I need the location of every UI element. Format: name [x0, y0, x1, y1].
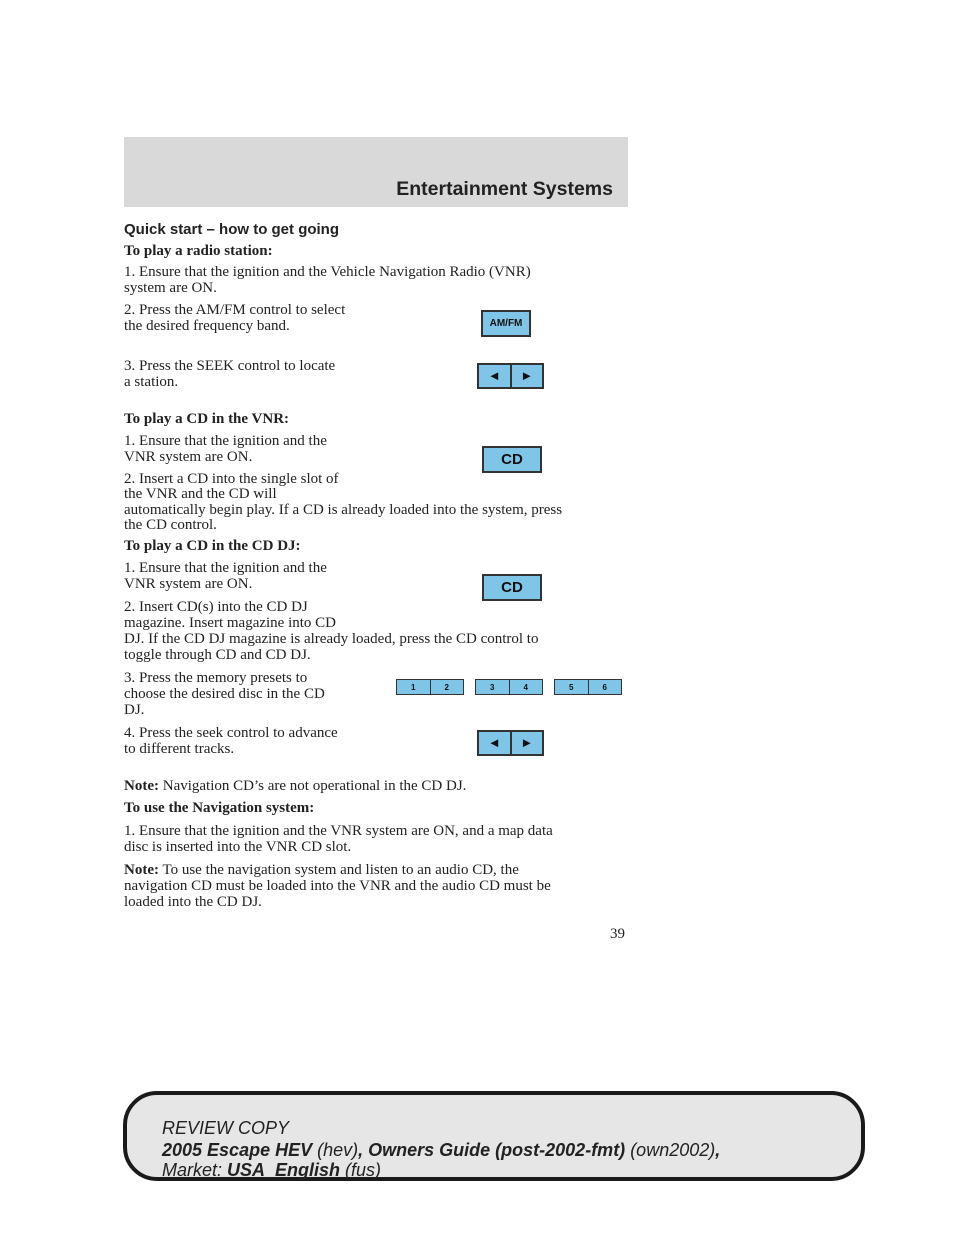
- navigation-step1: [124, 823, 553, 855]
- cd-vnr-step2-line: automatically begin play. If a CD is already loaded into the system, press: [124, 501, 563, 518]
- review-guide: Owners Guide (post-2002-fmt): [368, 1140, 626, 1160]
- cd-dj-step3-line: DJ.: [124, 702, 145, 718]
- cd-dj-step3: [124, 670, 325, 718]
- preset-button[interactable]: 4: [509, 680, 543, 694]
- cd-vnr-step2-line: the VNR and the CD will: [124, 486, 277, 503]
- seek-right-icon[interactable]: ►: [510, 365, 543, 387]
- cd-dj-step1: [124, 560, 327, 592]
- section-header-title: Entertainment Systems: [396, 178, 613, 200]
- cd-dj-button[interactable]: CD: [482, 574, 542, 601]
- note-nav-cd: [124, 778, 466, 794]
- preset-buttons-3-4[interactable]: [475, 679, 543, 695]
- radio-step3-line: 3. Press the SEEK control to locate: [124, 358, 336, 374]
- page-number: 39: [610, 926, 625, 942]
- review-copy-market-line: [162, 1160, 381, 1181]
- note-text: Navigation CD’s are not operational in the CD DJ.: [158, 778, 467, 794]
- note-text: loaded into the CD DJ.: [124, 894, 262, 910]
- review-copy-label: REVIEW COPY: [162, 1118, 290, 1138]
- cd-dj-step4-line: to different tracks.: [124, 741, 235, 757]
- cd-dj-step3-line: 3. Press the memory presets to: [124, 670, 308, 686]
- section-header-bar: [124, 137, 628, 207]
- preset-buttons-5-6[interactable]: [554, 679, 622, 695]
- radio-step3-line: a station.: [124, 374, 179, 390]
- note-text: navigation CD must be loaded into the VNR and the audio CD must be: [124, 878, 551, 894]
- cd-vnr-step1-line: VNR system are ON.: [124, 449, 253, 465]
- radio-step1: [124, 264, 531, 296]
- note-text: To use the navigation system and listen to an audio CD, the: [158, 862, 519, 878]
- cd-vnr-step2-line: 2. Insert a CD into the single slot of: [124, 471, 339, 487]
- review-copy-model-line: [162, 1140, 720, 1161]
- section-title: Quick start – how to get going: [124, 221, 340, 238]
- review-model-code: (hev): [312, 1140, 359, 1160]
- cd-dj-step1-line: 1. Ensure that the ignition and the: [124, 560, 327, 576]
- review-market-code: (fus): [340, 1160, 382, 1180]
- seek-left-icon[interactable]: ◄: [487, 735, 501, 750]
- radio-step2-line: 2. Press the AM/FM control to select: [124, 302, 346, 318]
- cd-dj-step2-line: DJ. If the CD DJ magazine is already loaded, press the CD control to: [124, 631, 539, 647]
- navigation-step1-line: 1. Ensure that the ignition and the VNR system are ON, and a map data: [124, 823, 553, 839]
- radio-step1-line: system are ON.: [124, 280, 217, 296]
- cd-dj-step2-line: toggle through CD and CD DJ.: [124, 647, 311, 663]
- navigation-heading: To use the Navigation system:: [124, 800, 315, 816]
- cd-dj-heading: To play a CD in the CD DJ:: [124, 538, 301, 554]
- preset-button[interactable]: 1: [411, 682, 416, 692]
- cd-dj-step1-line: VNR system are ON.: [124, 576, 253, 592]
- seek-control[interactable]: [477, 363, 544, 389]
- cd-vnr-step1: [124, 433, 327, 465]
- navigation-step1-line: disc is inserted into the VNR CD slot.: [124, 839, 352, 855]
- cd-button[interactable]: CD: [482, 446, 542, 473]
- review-separator: ,: [358, 1140, 369, 1160]
- cd-vnr-step1-line: 1. Ensure that the ignition and the: [124, 433, 327, 449]
- review-separator: ,: [715, 1140, 721, 1160]
- note-label: Note:: [124, 778, 159, 794]
- review-guide-code: (own2002): [625, 1140, 716, 1160]
- radio-step1-line: 1. Ensure that the ignition and the Vehicle Navigation Radio (VNR): [124, 264, 531, 280]
- preset-button[interactable]: 6: [588, 680, 622, 694]
- cd-vnr-step2: [124, 472, 562, 533]
- review-market-label: Market:: [162, 1160, 228, 1180]
- seek-control-tracks[interactable]: [477, 730, 544, 756]
- cd-vnr-step2-line: the CD control.: [124, 516, 217, 533]
- amfm-button[interactable]: AM/FM: [481, 310, 531, 337]
- cd-dj-step2: [124, 599, 538, 663]
- review-market: USA_English: [227, 1160, 341, 1180]
- radio-heading: To play a radio station:: [124, 243, 273, 259]
- radio-step2: [124, 302, 345, 334]
- seek-right-icon[interactable]: ►: [510, 732, 543, 754]
- note-label: Note:: [124, 862, 159, 878]
- cd-dj-step3-line: choose the desired disc in the CD: [124, 686, 325, 702]
- cd-dj-step4-line: 4. Press the seek control to advance: [124, 725, 338, 741]
- cd-dj-step4: [124, 725, 338, 757]
- radio-step3: [124, 358, 335, 390]
- preset-button[interactable]: 5: [569, 682, 574, 692]
- note-audio-cd: [124, 862, 551, 910]
- seek-left-icon[interactable]: ◄: [487, 368, 501, 383]
- review-model: 2005 Escape HEV: [162, 1140, 313, 1160]
- cd-dj-step2-line: magazine. Insert magazine into CD: [124, 615, 337, 631]
- preset-button[interactable]: 2: [430, 680, 464, 694]
- cd-vnr-heading: To play a CD in the VNR:: [124, 411, 290, 427]
- radio-step2-line: the desired frequency band.: [124, 318, 290, 334]
- preset-buttons-1-2[interactable]: [396, 679, 464, 695]
- preset-button[interactable]: 3: [490, 682, 495, 692]
- cd-dj-step2-line: 2. Insert CD(s) into the CD DJ: [124, 599, 308, 615]
